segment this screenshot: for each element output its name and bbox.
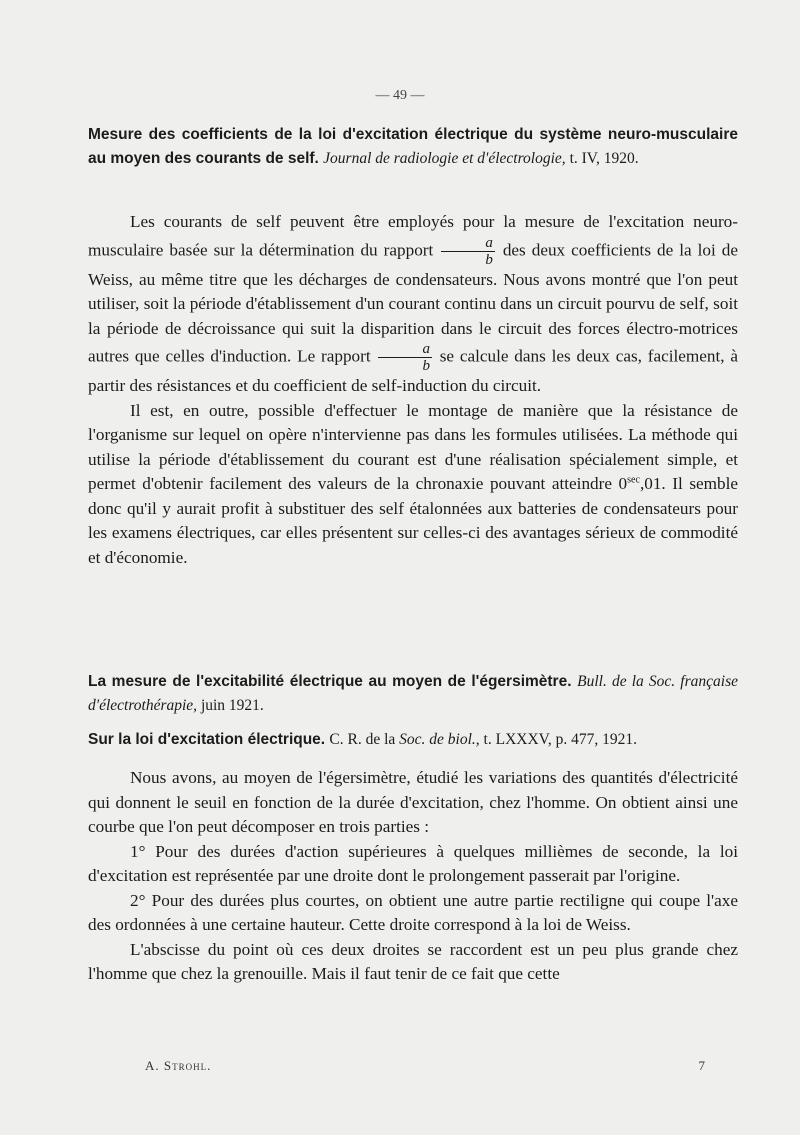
section2-title: La mesure de l'excitabilité électrique au moyen de l'égersimètre. <box>88 673 572 690</box>
section1-body <box>88 210 738 570</box>
section1-details: t. IV, 1920. <box>569 150 639 167</box>
fraction-a-over-b-2 <box>378 341 432 374</box>
section1-para2-part-a: Il est, en outre, possible d'effectuer le montage de manière que la résistance de l'organisme sur lequel on opère n'intervienne pas dans les formules utilisées. La méthode qui utilise la période d'établissement du courant est d'une réalisation spécialement simple, et permet d'obtenir facilement des valeurs de la chronaxie pouvant atteindre 0 <box>88 400 738 493</box>
section3-ref-b: t. LXXXV, p. 477, 1921. <box>483 731 637 748</box>
section1-paragraph1 <box>88 210 738 399</box>
fraction-numerator-2: a <box>378 341 432 358</box>
section3-ref-journal: Soc. de biol., <box>399 731 480 748</box>
footer-sheet-number: 7 <box>698 1058 705 1073</box>
section2-details: juin 1921. <box>200 697 264 714</box>
section3-heading <box>88 728 738 752</box>
section3-paragraph4: L'abscisse du point où ces deux droites se raccordent est un peu plus grande chez l'homme que chez la grenouille. Mais il faut tenir de ce fait que cette <box>88 939 738 983</box>
section2-journal: Bull. de la Soc. française d'électrothérapie, <box>88 673 738 714</box>
section3-title: Sur la loi d'excitation électrique. <box>88 731 326 748</box>
fraction-a-over-b <box>441 235 495 268</box>
section1-journal: Journal de radiologie et d'électrologie, <box>323 150 566 167</box>
section1-para2-part-b: ,01. Il semble donc qu'il y aurait profit à substituer des self étalonnées aux batteries de condensateurs pour les examens électriques, car elles présentent sur celles-ci des avantages sérieux de commodité et d'économie. <box>88 474 739 567</box>
section1-para1-part-c: se calcule dans les deux cas, facilement, à partir des résistances et du coefficient de self-induction du circuit. <box>88 346 738 395</box>
section1-heading <box>88 123 738 171</box>
section3-paragraph2: 1° Pour des durées d'action supérieures à quelques millièmes de seconde, la loi d'excitation est représentée par une droite dont le prolongement passerait par l'origine. <box>88 841 738 885</box>
section1-paragraph2 <box>88 399 738 571</box>
seconds-superscript: sec <box>627 474 640 486</box>
fraction-denominator-2: b <box>422 358 430 374</box>
section3-body <box>88 766 738 987</box>
section1-title: Mesure des coefficients de la loi d'excitation électrique du système neuro-musculaire au moyen des courants de self. <box>88 126 738 167</box>
fraction-denominator: b <box>485 251 493 268</box>
section1-para1-part-b: des deux coefficients de la loi de Weiss, au même titre que les décharges de condensateurs. Nous avons montré que l'on peut utiliser, soit la période d'établissement d'un courant continu dans un circuit pourvu de self, soit la période de décroissance qui suit la disparition dans le circuit des forces électro-motrices autres que celles d'induction. Le rapport <box>88 239 739 366</box>
section3-ref-a: C. R. de la <box>329 731 396 748</box>
section3-paragraph3: 2° Pour des durées plus courtes, on obtient une autre partie rectiligne qui coupe l'axe des ordonnées à une certaine hauteur. Cette droite correspond à la loi de Weiss. <box>88 890 738 934</box>
footer-author: A. Strohl. <box>145 1058 212 1073</box>
section3-paragraph1: Nous avons, au moyen de l'égersimètre, étudié les variations des quantités d'électricité qui donnent le seuil en fonction de la durée d'excitation, chez l'homme. On obtient ainsi une courbe que l'on peut décomposer en trois parties : <box>88 768 738 836</box>
page-footer <box>145 1058 705 1074</box>
section1-para1-part-a: Les courants de self peuvent être employés pour la mesure de l'excitation neuro-musculaire basée sur la détermination du rapport <box>88 212 738 259</box>
page-number: — 49 — <box>375 88 425 103</box>
fraction-numerator: a <box>441 235 495 252</box>
section2-heading <box>88 670 738 718</box>
